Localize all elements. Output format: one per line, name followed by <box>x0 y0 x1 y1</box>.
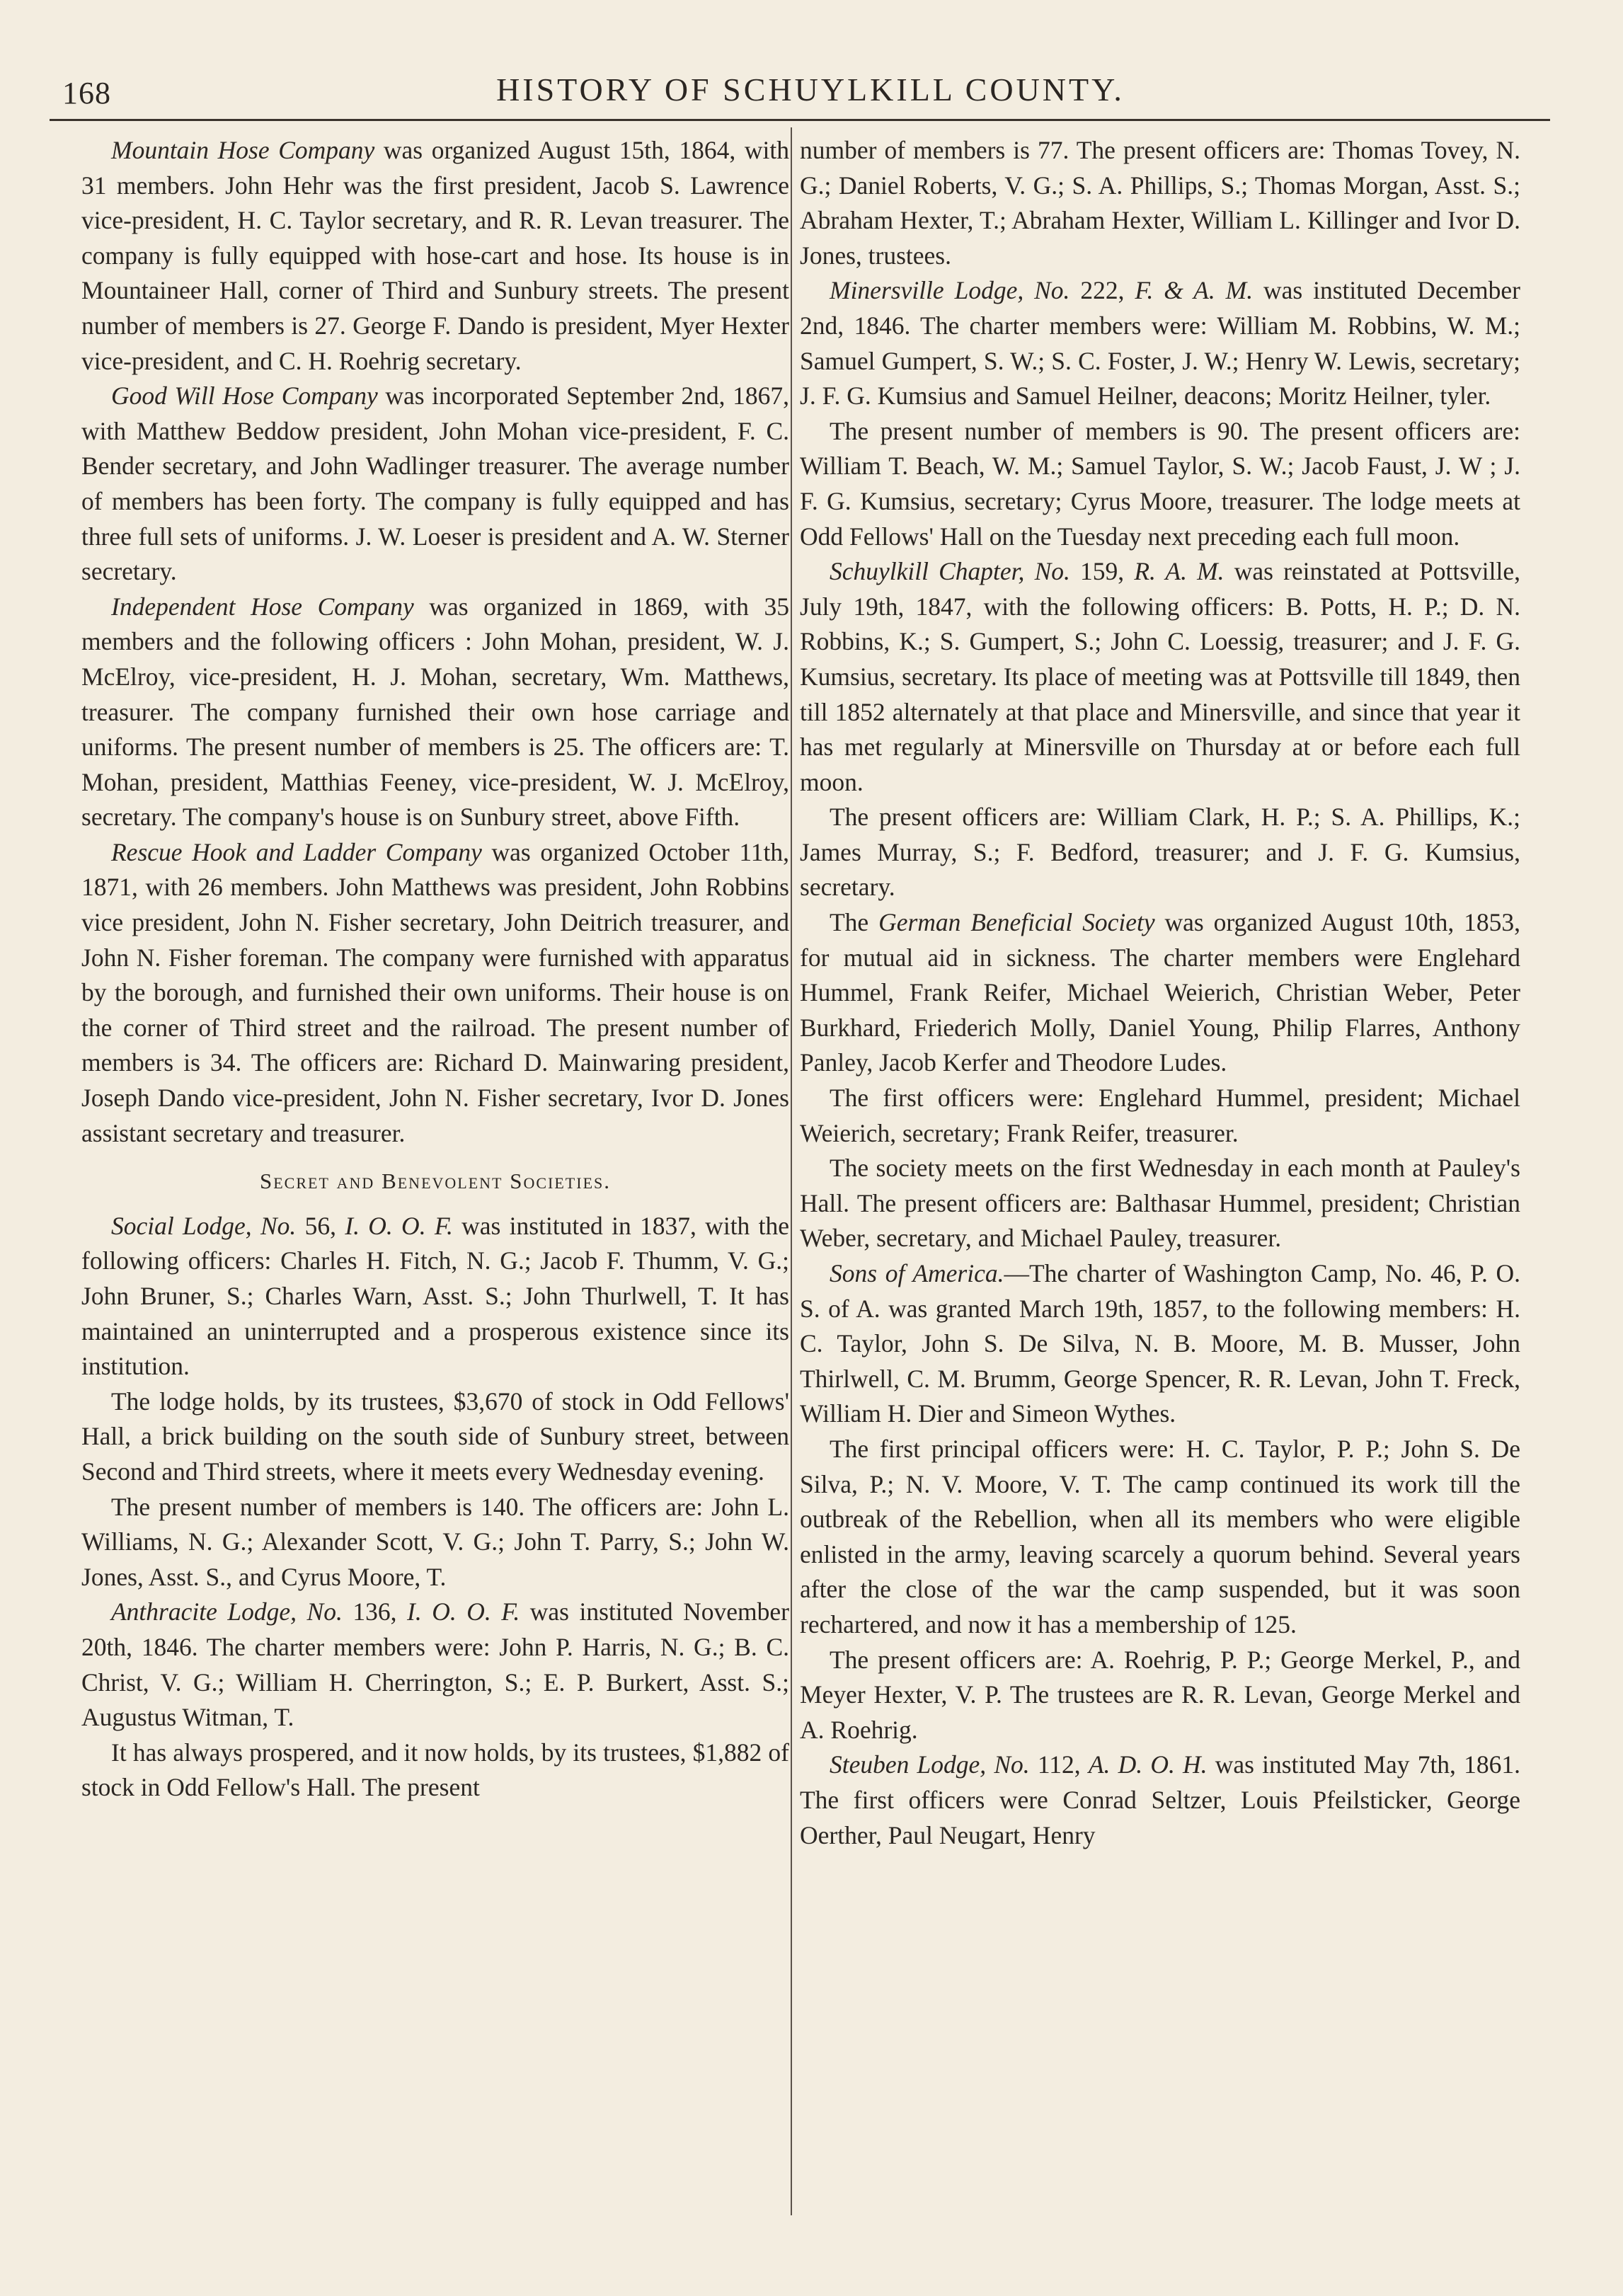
society-name: Sons of America. <box>830 1259 1004 1287</box>
paragraph-sons-of-america: Sons of America.—The charter of Washington Camp, No. 46, P. O. S. of A. was granted March 19th, 1857, to the following members: H. C. Taylor, John S. De Silva, N. B. Moore, M. B. Musser, John Thirlwell, C. M. Brumm, George Spencer, R. R. Levan, John T. Freck, William H. Dier and Simeon Wythes. <box>800 1259 1520 1428</box>
paragraph-steuben-lodge: Steuben Lodge, No. 112, A. D. O. H. was instituted May 7th, 1861. The first officers were Conrad Seltzer, Louis Pfeilsticker, George Oerther, Paul Neugart, Henry <box>800 1750 1520 1849</box>
left-column <box>81 133 789 1806</box>
paragraph-minersville-lodge: Minersville Lodge, No. 222, F. & A. M. was instituted December 2nd, 1846. The charter members were: William M. Robbins, W. M.; Samuel Gumpert, S. W.; S. C. Foster, J. W.; Henry W. Lewis, secretary; J. F. G. Kumsius and Samuel Heilner, deacons; Moritz Heilner, tyler. <box>800 276 1521 411</box>
page-header <box>50 62 1571 119</box>
paragraph-mountain-hose: Mountain Hose Company was organized August 15th, 1864, with 31 members. John Hehr was the first president, Jacob S. Lawrence vice-president, H. C. Taylor secretary, and R. R. Levan treasurer. The company is fully equipped with hose-cart and hose. Its house is in Mountaineer Hall, corner of Third and Sunbury streets. The present number of members is 27. George F. Dando is president, Myer Hexter vice-president, and C. H. Roehrig secretary. <box>81 136 789 375</box>
column-divider <box>791 127 792 2215</box>
society-name: Independent Hose Company <box>111 592 414 621</box>
society-name: Good Will Hose Company <box>111 381 378 411</box>
paragraph-lodge-holdings: The lodge holds, by its trustees, $3,670 of stock in Odd Fellows' Hall, a brick building on the south side of Sunbury street, between Second and Third streets, where it meets every Wednesday evening. <box>81 1387 789 1486</box>
paragraph-rescue-hook-ladder: Rescue Hook and Ladder Company was organized October 11th, 1871, with 26 members. John Matthews was president, John Robbins vice president, John N. Fisher secretary, John Deitrich treasurer, and John N. Fisher foreman. The company were furnished with apparatus by the borough, and furnished their own uniforms. Their house is on the corner of Third street and the railroad. The present number of members is 34. The officers are: Richard D. Mainwaring president, Joseph Dando vice-president, John N. Fisher secretary, Ivor D. Jones assistant secretary and treasurer. <box>81 837 789 1147</box>
paragraph-social-lodge-officers: The present number of members is 140. The officers are: John L. Williams, N. G.; Alexander Scott, V. G.; John T. Parry, S.; John W. Jones, Asst. S., and Cyrus Moore, T. <box>81 1492 789 1591</box>
society-name: Social Lodge, No. <box>111 1211 297 1240</box>
paragraph-beneficial-first-officers: The first officers were: Englehard Hummel, president; Michael Weierich, secretary; Frank Reifer, treasurer. <box>800 1084 1520 1147</box>
header-rule <box>50 119 1550 121</box>
society-name: Mountain Hose Company <box>111 136 375 164</box>
paragraph-anthracite-lodge: Anthracite Lodge, No. 136, I. O. O. F. was instituted November 20th, 1846. The charter members were: John P. Harris, N. G.; B. C. Christ, V. G.; William H. Cherrington, S.; E. P. Burkert, Asst. S.; Augustus Witman, T. <box>81 1597 790 1732</box>
page-number: 168 <box>62 76 111 110</box>
paragraph-beneficial-meetings: The society meets on the first Wednesday in each month at Pauley's Hall. The present officers are: Balthasar Hummel, president; Christian Weber, secretary, and Michael Pauley, treasurer. <box>800 1154 1520 1253</box>
section-heading: Secret and Benevolent Societies. <box>260 1169 611 1194</box>
society-name: Schuylkill Chapter, No. <box>830 557 1070 586</box>
running-title: HISTORY OF SCHUYLKILL COUNTY. <box>496 71 1125 108</box>
society-name: Steuben Lodge, No. <box>830 1750 1030 1779</box>
society-name: Minersville Lodge, No. <box>830 276 1070 305</box>
paragraph-camp-history: The first principal officers were: H. C. Taylor, P. P.; John S. De Silva, P.; N. V. Moore, V. T. The camp continued its work till the outbreak of the Rebellion, when all its members who were eligible enlisted in the army, leaving scarcely a quorum behind. Several years after the close of the war the camp suspended, but it was soon rechartered, and now it has a membership of 125. <box>800 1434 1520 1638</box>
society-name: Rescue Hook and Ladder Company <box>111 837 482 866</box>
paragraph-anthracite-holdings: It has always prospered, and it now holds, by its trustees, $1,882 of stock in Odd Fellow's Hall. The present <box>81 1738 789 1802</box>
society-name: German Beneficial Society <box>878 908 1155 937</box>
society-name: Anthracite Lodge, No. <box>111 1597 343 1626</box>
paragraph-independent-hose: Independent Hose Company was organized in 1869, with 35 members and the following officers : John Mohan, president, W. J. McElroy, vice-president, H. J. Mohan, secretary, Wm. Matthews, treasurer. The company furnished their own hose carriage and uniforms. The present number of members is 25. The officers are: T. Mohan, president, Matthias Feeney, vice-president, W. J. McElroy, secretary. The company's house is on Sunbury street, above Fifth. <box>81 592 789 832</box>
paragraph-minersville-officers: The present number of members is 90. The present officers are: William T. Beach, W. M.; Samuel Taylor, S. W.; Jacob Faust, J. W ; J. F. G. Kumsius, secretary; Cyrus Moore, treasurer. The lodge meets at Odd Fellows' Hall on the Tuesday next preceding each full moon. <box>800 416 1520 551</box>
paragraph-german-beneficial: The German Beneficial Society was organized August 10th, 1853, for mutual aid in sickness. The charter members were Englehard Hummel, Frank Reifer, Michael Weierich, Christian Weber, Peter Burkhard, Friederich Molly, Daniel Young, Philip Flarres, Anthony Panley, Jacob Kerfer and Theodore Ludes. <box>800 908 1520 1077</box>
paragraph-chapter-officers: The present officers are: William Clark, H. P.; S. A. Phillips, K.; James Murray, S.; F. Bedford, treasurer; and J. F. G. Kumsius, secretary. <box>800 803 1520 902</box>
paragraph-schuylkill-chapter: Schuylkill Chapter, No. 159, R. A. M. was reinstated at Pottsville, July 19th, 1847, with the following officers: B. Potts, H. P.; D. N. Robbins, K.; S. Gumpert, S.; John C. Loessig, treasurer; and J. F. G. Kumsius, secretary. Its place of meeting was at Pottsville till 1849, then till 1852 alternately at that place and Minersville, and since that year it has met regularly at Minersville on Thursday at or before each full moon. <box>800 557 1520 796</box>
right-column <box>800 133 1520 1853</box>
paragraph-social-lodge: Social Lodge, No. 56, I. O. O. F. was instituted in 1837, with the following officers: Charles H. Fitch, N. G.; Jacob F. Thumm, V. G.; John Bruner, S.; Charles Warn, Asst. S.; John Thurlwell, T. It has maintained an uninterrupted and a prosperous existence since its institution. <box>81 1211 789 1381</box>
paragraph-good-will-hose: Good Will Hose Company was incorporated September 2nd, 1867, with Matthew Beddow president, John Mohan vice-president, F. C. Bender secretary, and John Wadlinger treasurer. The average number of members has been forty. The company is fully equipped and has three full sets of uniforms. J. W. Loeser is president and A. W. Sterner secretary. <box>81 381 789 586</box>
paragraph-camp-officers: The present officers are: A. Roehrig, P. P.; George Merkel, P., and Meyer Hexter, V. P. The trustees are R. R. Levan, George Merkel and A. Roehrig. <box>800 1645 1520 1744</box>
paragraph-anthracite-officers: number of members is 77. The present officers are: Thomas Tovey, N. G.; Daniel Roberts, V. G.; S. A. Phillips, S.; Thomas Morgan, Asst. S.; Abraham Hexter, T.; Abraham Hexter, William L. Killinger and Ivor D. Jones, trustees. <box>800 136 1520 270</box>
